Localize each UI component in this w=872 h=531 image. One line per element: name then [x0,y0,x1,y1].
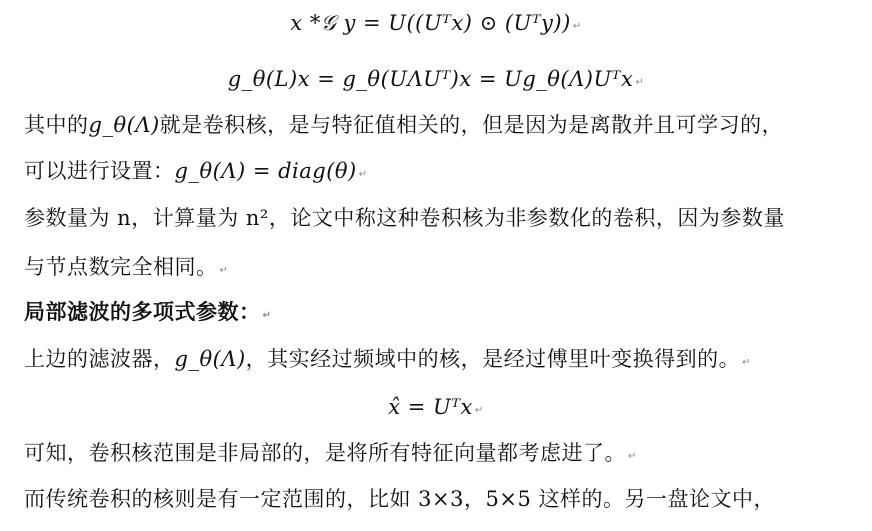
text-span: 其中的 [24,113,89,137]
paragraph-mark-icon: ↵ [358,169,368,180]
text-span: 与节点数完全相同。 [24,255,218,279]
paragraph-mark-icon: ↵ [262,310,272,321]
inline-math: g_θ(Λ) = diag(θ) [174,159,357,183]
paragraph-mark-icon: ↵ [628,451,637,462]
text-span: 可知，卷积核范围是非局部的，是将所有特征向量都考虑进了。 [24,441,626,465]
paragraph-line [24,156,858,190]
paragraph-line [24,252,858,286]
text-span: 参数量为 n，计算量为 n²，论文中称这种卷积核为非参数化的卷积，因为参数量 [24,206,785,230]
text-span: 上边的滤波器， [24,347,175,371]
paragraph-mark-icon: ↵ [635,77,645,88]
paragraph-line [24,438,858,472]
text-span: 就是卷积核，是与特征值相关的，但是因为是离散并且可学习的， [159,113,784,137]
equation-fourier-transform [0,392,872,426]
inline-math: g_θ(Λ) [88,113,160,137]
paragraph-mark-icon: ↵ [219,265,229,276]
paragraph-line [24,484,858,514]
equation-graph-convolution [0,8,872,42]
text-span: 可以进行设置： [24,159,175,183]
paragraph-line [24,203,858,233]
paragraph-mark-icon: ↵ [742,357,752,368]
equation-text: g_θ(L)x = g_θ(UΛUᵀ)x = Ug_θ(Λ)Uᵀx [227,67,634,91]
equation-text: x *𝒢 y = U((Uᵀx) ⊙ (Uᵀy)) [290,11,571,35]
equation-text: x̂ = Uᵀx [388,395,473,419]
inline-math: g_θ(Λ) [174,347,246,371]
text-span: ，其实经过频域中的核，是经过傅里叶变换得到的。 [245,347,741,371]
heading-text: 局部滤波的多项式参数： [24,299,261,324]
text-span: 而传统卷积的核则是有一定范围的，比如 3×3，5×5 这样的。另一盘论文中， [24,487,775,511]
paragraph-line [24,110,858,140]
paragraph-mark-icon: ↵ [474,405,484,416]
equation-spectral-filter [0,64,872,98]
paragraph-mark-icon: ↵ [572,21,582,32]
section-heading [24,297,858,331]
paragraph-line [24,344,858,378]
